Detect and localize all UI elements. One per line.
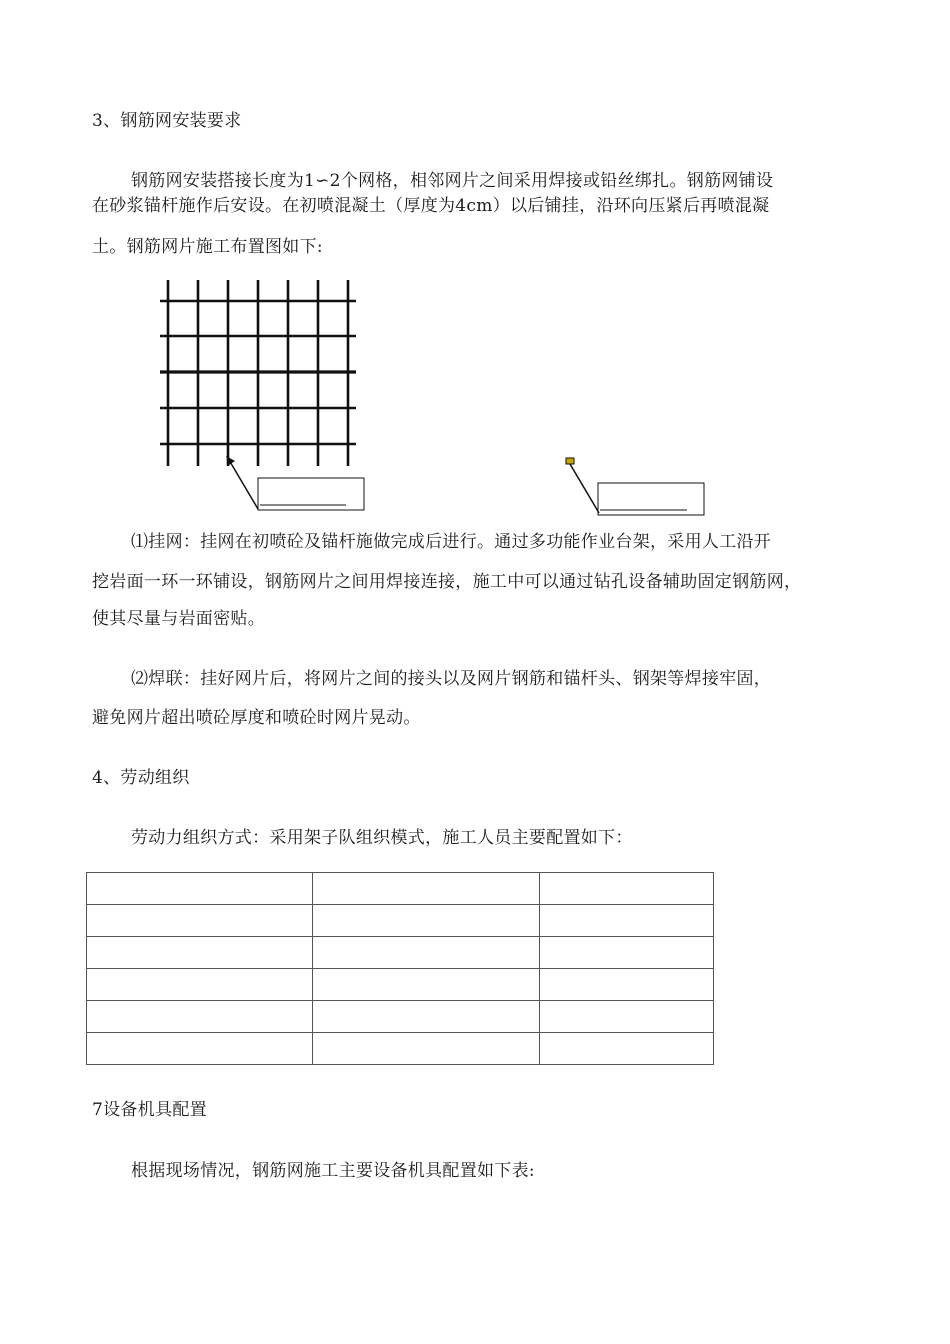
- section-4-intro: 劳动力组织方式：采用架子队组织模式，施工人员主要配置如下：: [131, 828, 633, 848]
- table-cell: [540, 905, 714, 937]
- step-weld-line-1: ⑵焊联：挂好网片后，将网片之间的接头以及网片钢筋和锚杆头、钢架等焊接牢固，: [131, 669, 772, 689]
- table-cell: [540, 1001, 714, 1033]
- table-row: [87, 937, 714, 969]
- table-cell: [87, 873, 313, 905]
- section-3-paragraph-line-1: 钢筋网安装搭接长度为1∽2个网格，相邻网片之间采用焊接或铅丝绑扎。钢筋网铺设: [131, 171, 774, 191]
- table-row: [87, 905, 714, 937]
- table-cell: [87, 937, 313, 969]
- table-cell: [313, 1001, 540, 1033]
- rebar-mesh-layout-figure: [150, 270, 730, 520]
- leader-line: [570, 464, 599, 513]
- step-hang-mesh-line-2: 挖岩面一环一环铺设，钢筋网片之间用焊接连接，施工中可以通过钻孔设备辅助固定钢筋网，: [92, 572, 802, 592]
- table-cell: [540, 937, 714, 969]
- table-row: [87, 1001, 714, 1033]
- section-3-paragraph-line-2: 在砂浆锚杆施作后安设。在初喷混凝土（厚度为4cm）以后铺挂，沿环向压紧后再喷混凝: [92, 196, 770, 216]
- step-hang-mesh-line-3: 使其尽量与岩面密贴。: [92, 609, 265, 629]
- table-cell: [313, 905, 540, 937]
- rebar-mesh-grid: [160, 280, 356, 466]
- leader-line: [229, 460, 258, 509]
- table-cell: [540, 969, 714, 1001]
- section-4-heading: 4、劳动组织: [92, 768, 190, 788]
- callout-left: [226, 456, 364, 510]
- table-cell: [87, 969, 313, 1001]
- section-7-intro: 根据现场情况，钢筋网施工主要设备机具配置如下表:: [131, 1161, 535, 1181]
- table-row: [87, 1033, 714, 1065]
- table-row: [87, 873, 714, 905]
- table-cell: [313, 1033, 540, 1065]
- table-cell: [87, 905, 313, 937]
- step-hang-mesh-line-1: ⑴挂网：挂网在初喷砼及锚杆施做完成后进行。通过多功能作业台架，采用人工沿开: [131, 532, 772, 552]
- step-weld-line-2: 避免网片超出喷砼厚度和喷砼时网片晃动。: [92, 708, 421, 728]
- table-cell: [540, 873, 714, 905]
- callout-right: [566, 458, 704, 515]
- anchor-marker: [566, 458, 574, 464]
- table-row: [87, 969, 714, 1001]
- table-cell: [540, 1033, 714, 1065]
- section-3-paragraph-line-3: 土。钢筋网片施工布置图如下:: [92, 237, 323, 257]
- labor-allocation-table: [86, 872, 714, 1065]
- section-7-heading: 7设备机具配置: [92, 1100, 207, 1120]
- section-3-heading: 3、钢筋网安装要求: [92, 111, 242, 131]
- table-cell: [87, 1033, 313, 1065]
- table-cell: [313, 937, 540, 969]
- table-cell: [313, 873, 540, 905]
- table-cell: [313, 969, 540, 1001]
- table-cell: [87, 1001, 313, 1033]
